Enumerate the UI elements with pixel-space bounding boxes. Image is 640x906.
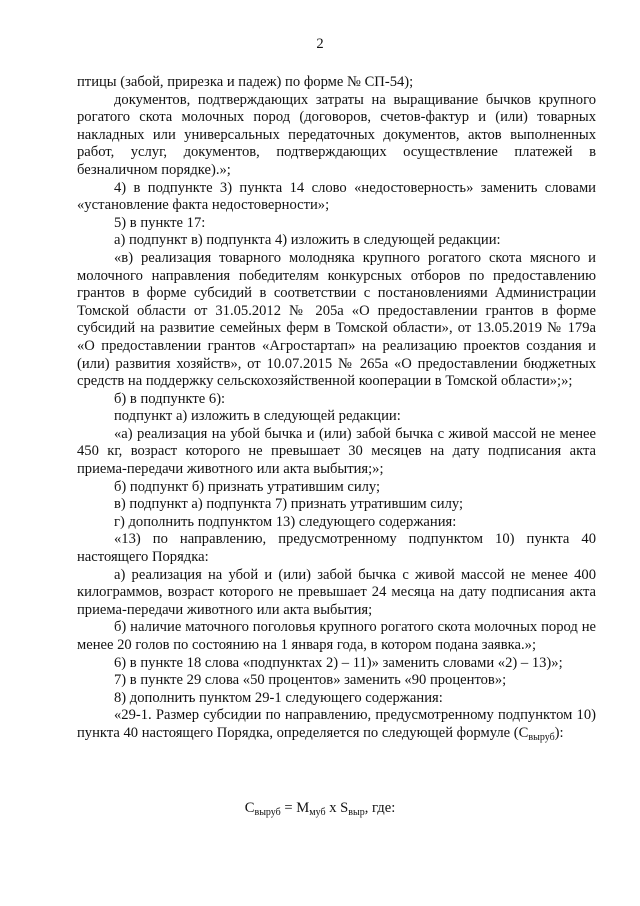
paragraph-item-4: 4) в подпункте 3) пункта 14 слово «недостоверность» заменить словами «установление факта недостоверности»; bbox=[77, 179, 596, 214]
formula-c: С bbox=[244, 800, 255, 816]
subsidy-formula bbox=[0, 800, 640, 817]
paragraph-item-29-1-text: «29-1. Размер субсидии по направлению, предусмотренному подпунктом 10) пункта 40 настоящего Порядка, определяется по следующей формуле (С bbox=[77, 707, 596, 741]
formula-m-sub: муб bbox=[309, 807, 326, 818]
paragraph-subitem-b: б) в подпункте 6): bbox=[114, 390, 226, 407]
paragraph-subitem-a: а) подпункт в) подпункта 4) изложить в следующей редакции: bbox=[114, 232, 501, 249]
paragraph-item-5: 5) в пункте 17: bbox=[114, 214, 206, 231]
paragraph-subitem-g: г) дополнить подпунктом 13) следующего содержания: bbox=[114, 513, 457, 530]
paragraph-item-13-b: б) наличие маточного поголовья крупного рогатого скота молочных пород не менее 20 голов по состоянию на 1 января года, в котором подана заявка.»; bbox=[77, 619, 596, 653]
paragraph-subitem-v-void: в) подпункт а) подпункта 7) признать утратившим силу; bbox=[114, 496, 464, 513]
formula-tail: , где: bbox=[364, 800, 396, 816]
paragraph-new-subitem-v: «в) реализация товарного молодняка крупного рогатого скота мясного и молочного направления победителям конкурсных отборов по предоставлению грантов в форме субсидий в соответствии с постановлениями Администрации Томской области от 31.05.2012 № 205а «О предоставлении грантов в форме субсидий на развитие семейных ферм в Томской области», от 13.05.2019 № 179а «О предоставлении грантов «Агростартап» на реализацию проектов создания и (или) развития хозяйств», от 10.07.2015 № 265а «О предоставлении бюджетных средств на поддержку сельскохозяйственной кооперации в Томской области»;»; bbox=[77, 249, 596, 390]
paragraph-bird-slaughter: птицы (забой, прирезка и падеж) по форме № СП-54); bbox=[77, 74, 414, 90]
document-body bbox=[77, 74, 596, 743]
formula-subscript: выруб bbox=[528, 731, 555, 743]
paragraph-item-7: 7) в пункте 29 слова «50 процентов» заменить «90 процентов»; bbox=[114, 672, 507, 689]
paragraph-item-8: 8) дополнить пунктом 29-1 следующего содержания: bbox=[114, 689, 443, 706]
paragraph-bull-documents: документов, подтверждающих затраты на выращивание бычков крупного рогатого скота молочных пород (договоров, счетов-фактур и (или) товарных накладных или универсальных передаточных документов, актов выполненных работ, услуг, документов, подтверждающих осуществление платежей в безналичном порядке).»; bbox=[77, 91, 596, 178]
paragraph-subitem-a-edit: подпункт а) изложить в следующей редакции: bbox=[114, 408, 401, 425]
paragraph-item-13-a: а) реализация на убой и (или) забой бычка с живой массой не менее 400 килограммов, возраст которого не превышает 24 месяца на дату подписания акта приема-передачи животного или акта выбытия; bbox=[77, 566, 596, 618]
formula-s: S bbox=[340, 800, 349, 816]
paragraph-subitem-b-void: б) подпункт б) признать утратившим силу; bbox=[114, 478, 381, 495]
paragraph-item-13: «13) по направлению, предусмотренному подпунктом 10) пункта 40 настоящего Порядка: bbox=[77, 531, 596, 566]
formula-s-sub: выр bbox=[348, 807, 365, 818]
formula-eq: = bbox=[280, 800, 297, 816]
paragraph-item-29-1 bbox=[77, 707, 596, 742]
formula-m: М bbox=[296, 800, 310, 816]
paragraph-item-29-1-tail: ): bbox=[554, 724, 564, 741]
paragraph-new-subitem-a: «а) реализация на убой бычка и (или) забой бычка с живой массой не менее 450 кг, возраст которого не превышает 30 месяцев на дату подписания акта приема-передачи животного или акта выбытия;»; bbox=[77, 425, 596, 478]
paragraph-item-6: 6) в пункте 18 слова «подпунктах 2) – 11)» заменить словами «2) – 13)»; bbox=[114, 654, 563, 671]
page-number: 2 bbox=[316, 36, 324, 52]
formula-c-sub: выруб bbox=[254, 807, 281, 818]
formula-x: х bbox=[325, 800, 341, 816]
